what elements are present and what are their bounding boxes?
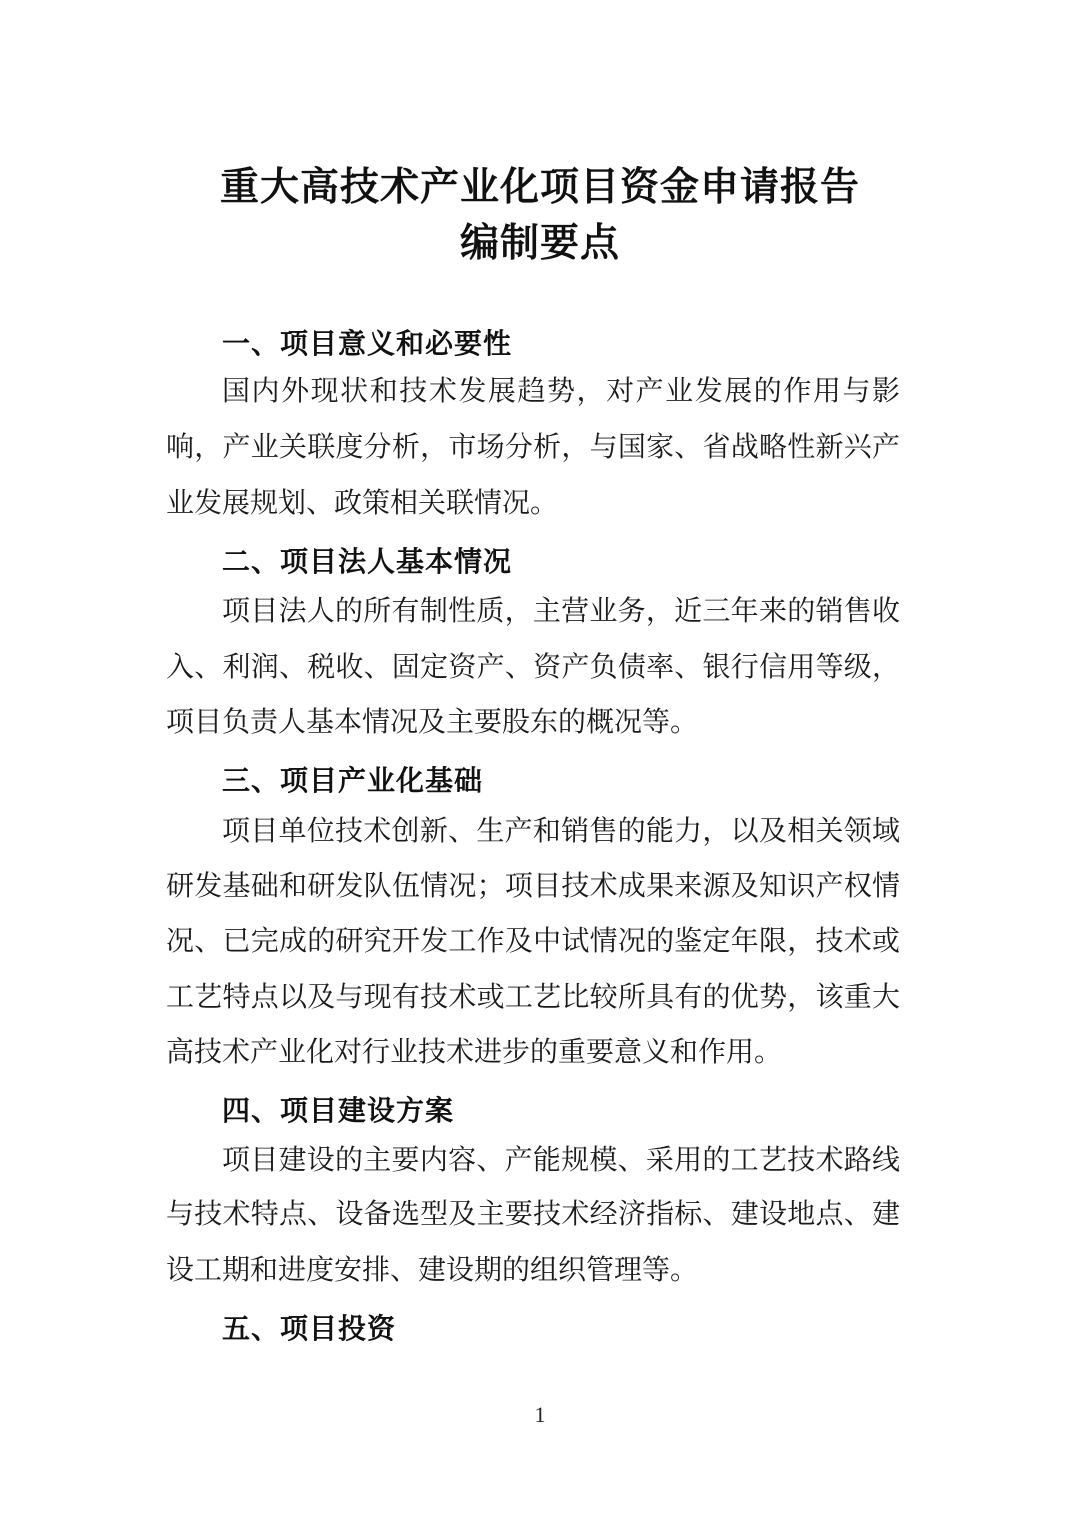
section-heading-3: 三、项目产业化基础 bbox=[222, 764, 484, 797]
section-3-line-3: 况、已完成的研究开发工作及中试情况的鉴定年限，技术或 bbox=[166, 924, 900, 957]
section-2-line-2: 入、利润、税收、固定资产、资产负债率、银行信用等级， bbox=[166, 650, 900, 683]
section-3-line-5: 高技术产业化对行业技术进步的重要意义和作用。 bbox=[166, 1035, 783, 1068]
section-3-line-2: 研发基础和研发队伍情况；项目技术成果来源及知识产权情 bbox=[166, 869, 900, 902]
section-4-line-3: 设工期和进度安排、建设期的组织管理等。 bbox=[166, 1253, 699, 1286]
section-1-line-2: 响，产业关联度分析，市场分析，与国家、省战略性新兴产 bbox=[166, 430, 900, 463]
section-4-line-1: 项目建设的主要内容、产能规模、采用的工艺技术路线 bbox=[222, 1143, 900, 1176]
section-4-line-2: 与技术特点、设备选型及主要技术经济指标、建设地点、建 bbox=[166, 1197, 900, 1230]
section-heading-2: 二、项目法人基本情况 bbox=[222, 545, 513, 578]
section-2-line-3: 项目负责人基本情况及主要股东的概况等。 bbox=[166, 705, 699, 738]
page-number: 1 bbox=[534, 1402, 546, 1427]
section-heading-1: 一、项目意义和必要性 bbox=[222, 327, 513, 360]
section-3-line-4: 工艺特点以及与现有技术或工艺比较所具有的优势，该重大 bbox=[166, 980, 900, 1013]
section-heading-5: 五、项目投资 bbox=[222, 1312, 397, 1345]
section-1-line-3: 业发展规划、政策相关联情况。 bbox=[166, 486, 559, 519]
section-heading-4: 四、项目建设方案 bbox=[222, 1094, 455, 1127]
document-title-line1: 重大高技术产业化项目资金申请报告 bbox=[219, 165, 860, 210]
section-1-line-1: 国内外现状和技术发展趋势，对产业发展的作用与影 bbox=[222, 374, 900, 407]
section-2-line-1: 项目法人的所有制性质，主营业务，近三年来的销售收 bbox=[222, 594, 900, 627]
document-title-line2: 编制要点 bbox=[459, 221, 620, 266]
section-3-line-1: 项目单位技术创新、生产和销售的能力，以及相关领域 bbox=[222, 814, 900, 847]
